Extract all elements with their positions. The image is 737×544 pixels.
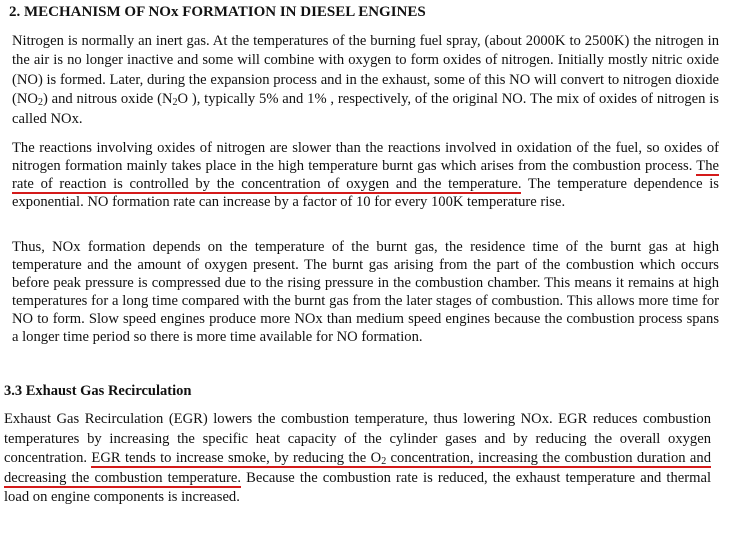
paragraph-egr [4, 410, 711, 508]
subscript: 2 [37, 97, 43, 109]
text-run: Exhaust Gas Recirculation (EGR) lowers the combustion temperature, thus lowering NOx. EGR reduces combustion temperatures by increasing the specific heat capacity of the cylinder gases and by reducing the overall oxygen concentration. [4, 411, 711, 466]
text-run: Nitrogen is normally an inert gas. At the temperatures of the burning fuel spray, (about 2000K to 2500K) the nitrogen in the air is no longer inactive and some will combine with oxygen to form oxides of nitrogen. Initially mostly nitric oxide (NO) is formed. Later, during the expansion process and in the exhaust, some of this NO will convert to nitrogen dioxide (NO [12, 33, 719, 108]
subscript: 2 [381, 456, 387, 467]
text-run: EGR tends to increase smoke, by reducing the O [91, 450, 382, 466]
paragraph-nox-dependence: Thus, NOx formation depends on the temperature of the burnt gas, the residence time of the burnt gas at high temperature and the amount of oxygen present. The burnt gas arising from the part of the combustion which occurs before peak pressure is compressed due to the rising pressure in the combustion chamber. This means it remains at high temperatures for a long time compared with the burnt gas from the later stages of combustion. This allows more time for NO to form. Slow speed engines produce more NOx than medium speed engines because the combustion process spans a longer time period so there is more time available for NO formation. [12, 239, 719, 345]
section-heading-egr: 3.3 Exhaust Gas Recirculation [4, 383, 192, 399]
paragraph-nitrogen-intro [12, 32, 719, 129]
paragraph-reaction-rate [12, 139, 719, 211]
underlined-highlight: The rate of reaction is controlled by the concentration of oxygen and the temperature. [12, 158, 719, 192]
subscript: 2 [172, 97, 178, 109]
text-run: The temperature dependence is exponential. NO formation rate can increase by a factor of 10 for every 100K temperature rise. [12, 176, 719, 210]
text-run: O ), typically 5% and 1% , respectively, of the original NO. The mix of oxides of nitrogen is called NOx. [12, 91, 719, 127]
text-run: The reactions involving oxides of nitrogen are slower than the reactions involved in oxidation of the fuel, so oxides of nitrogen formation mainly takes place in the high temperature burnt gas which arises from the combustion process. [12, 140, 719, 174]
text-run: ) and nitrous oxide (N [42, 91, 173, 108]
section-heading-nox-mechanism: 2. MECHANISM OF NOx FORMATION IN DIESEL ENGINES [9, 4, 426, 20]
text-run: concentration, increasing the combustion duration and decreasing the combustion temperature. [4, 450, 711, 486]
text-run: Because the combustion rate is reduced, the exhaust temperature and thermal load on engine components is increased. [4, 469, 712, 505]
